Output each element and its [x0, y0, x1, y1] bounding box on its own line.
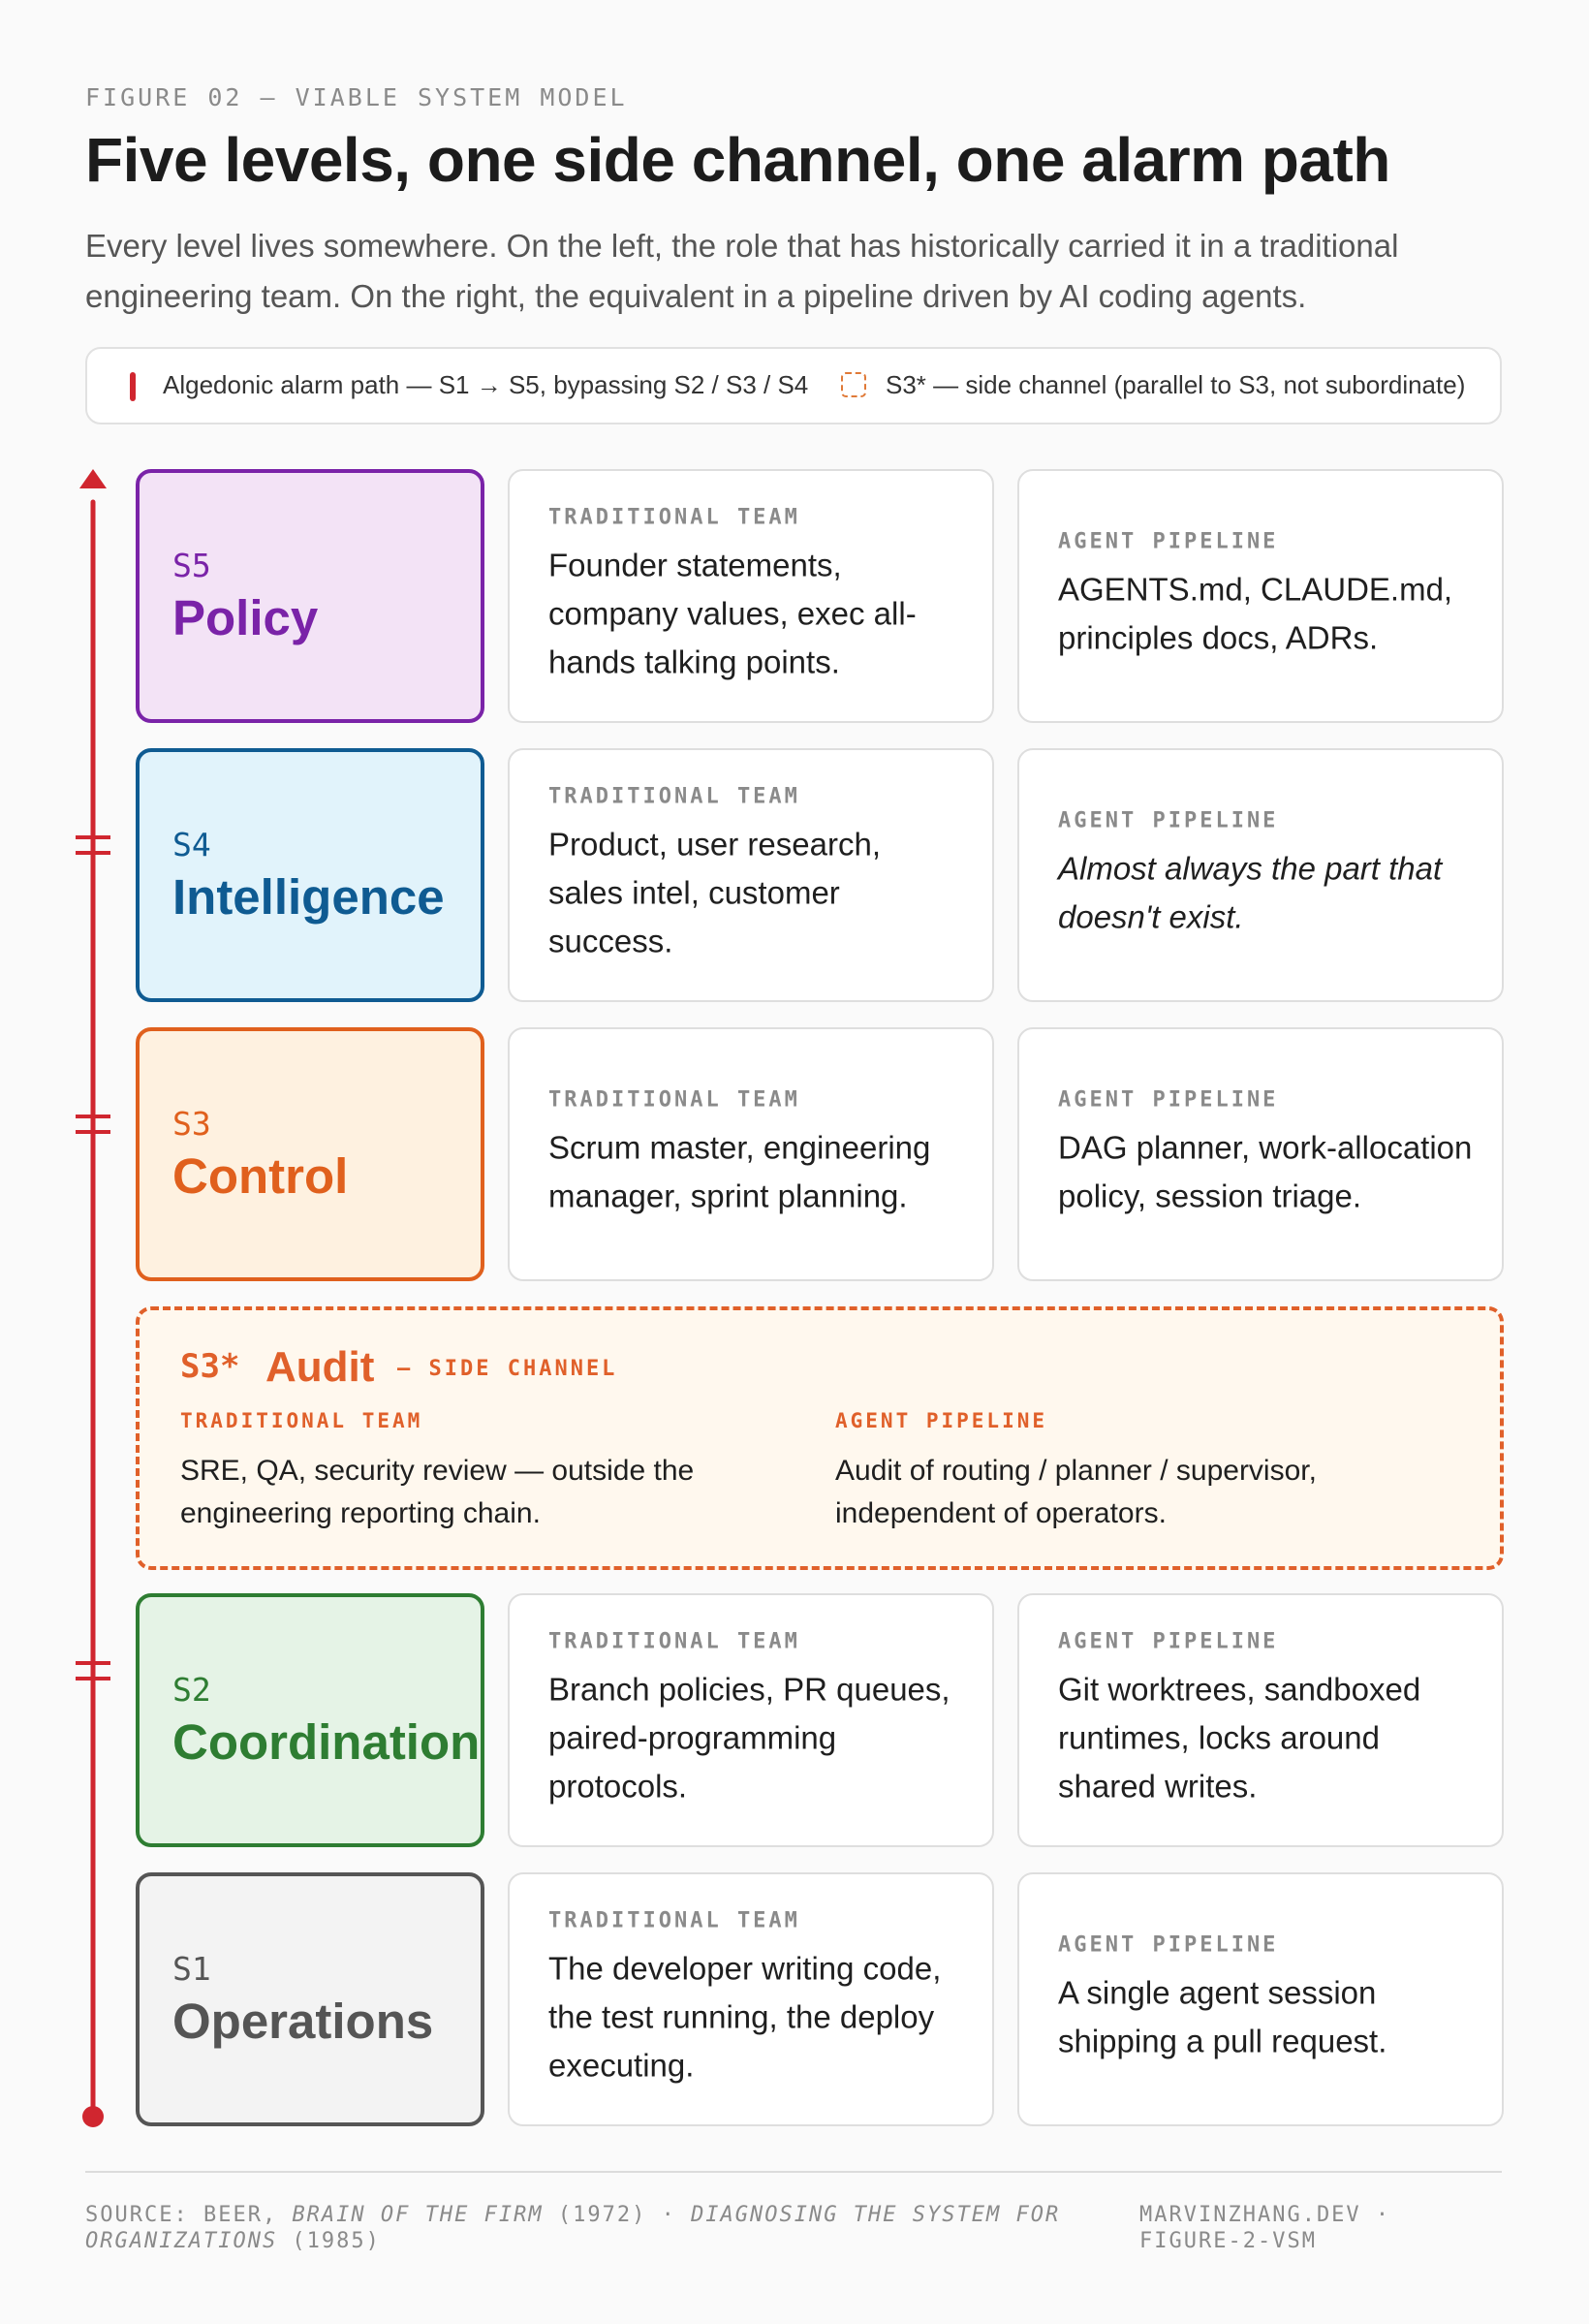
level-box-s4 — [136, 748, 484, 1002]
source-prefix: SOURCE: BEER, — [85, 2203, 293, 2227]
figure-eyebrow: FIGURE 02 — VIABLE SYSTEM MODEL — [85, 83, 628, 111]
agent-card-s1 — [1017, 1872, 1504, 2126]
traditional-label: TRADITIONAL TEAM — [548, 505, 800, 530]
level-box-s2 — [136, 1593, 484, 1847]
footer-source — [85, 2202, 1112, 2254]
audit-traditional — [180, 1409, 781, 1535]
page-subtitle: Every level lives somewhere. On the left, the role that has historically carried it in a traditional engineering team. On the right, the equivalent in a pipeline driven by AI coding agents. — [85, 228, 1399, 314]
audit-name: Audit — [265, 1343, 375, 1391]
level-box-s1 — [136, 1872, 484, 2126]
traditional-card-s2 — [508, 1593, 994, 1847]
side-channel-swatch — [841, 372, 866, 397]
agent-label: AGENT PIPELINE — [1058, 529, 1279, 554]
alarm-path-swatch — [130, 372, 136, 401]
traditional-label: TRADITIONAL TEAM — [548, 1087, 800, 1113]
traditional-text: Scrum master, engineering manager, sprint planning. — [548, 1129, 931, 1214]
level-code: S3 — [172, 1105, 211, 1143]
traditional-text: Branch policies, PR queues, paired-programming protocols. — [548, 1671, 950, 1805]
level-name: Policy — [172, 590, 319, 645]
footer-divider — [85, 2171, 1502, 2173]
alarm-arrowhead-icon — [79, 469, 107, 488]
agent-label: AGENT PIPELINE — [1058, 1087, 1279, 1113]
audit-agent-text: Audit of routing / planner / supervisor, independent of operators. — [835, 1455, 1317, 1529]
source-year-2: (1985) — [277, 2229, 381, 2253]
level-box-s3 — [136, 1027, 484, 1281]
audit-agent — [835, 1409, 1436, 1535]
agent-label: AGENT PIPELINE — [1058, 1932, 1279, 1958]
source-book-1: BRAIN OF THE FIRM — [292, 2203, 544, 2227]
level-name: Operations — [172, 1994, 434, 2049]
traditional-card-s5 — [508, 469, 994, 723]
agent-text: A single agent session shipping a pull request. — [1058, 1974, 1387, 2059]
agent-text: Almost always the part that doesn't exist. — [1058, 850, 1443, 935]
level-name: Intelligence — [172, 869, 445, 925]
audit-tag: — SIDE CHANNEL — [397, 1357, 618, 1381]
agent-text: DAG planner, work-allocation policy, session triage. — [1058, 1129, 1473, 1214]
level-code: S5 — [172, 547, 211, 584]
level-code: S1 — [172, 1950, 211, 1988]
audit-traditional-text: SRE, QA, security review — outside the engineering reporting chain. — [180, 1455, 695, 1529]
audit-agent-label: AGENT PIPELINE — [835, 1409, 1048, 1432]
page-title: Five levels, one side channel, one alarm path — [85, 125, 1390, 195]
level-box-s5 — [136, 469, 484, 723]
traditional-text: Product, user research, sales intel, customer success. — [548, 826, 881, 959]
source-year-1: (1972) · — [543, 2203, 692, 2227]
traditional-label: TRADITIONAL TEAM — [548, 1629, 800, 1654]
level-code: S2 — [172, 1671, 211, 1709]
traditional-card-s3 — [508, 1027, 994, 1281]
agent-text: AGENTS.md, CLAUDE.md, principles docs, ADRs. — [1058, 571, 1453, 656]
agent-label: AGENT PIPELINE — [1058, 1629, 1279, 1654]
audit-traditional-label: TRADITIONAL TEAM — [180, 1409, 423, 1432]
source-book-2: DIAGNOSING THE SYSTEM FOR ORGANIZATIONS — [85, 2203, 1061, 2253]
agent-card-s3 — [1017, 1027, 1504, 1281]
alarm-origin-dot-icon — [82, 2106, 104, 2127]
legend-side-channel-label: S3* — side channel (parallel to S3, not subordinate) — [886, 370, 1466, 399]
agent-label: AGENT PIPELINE — [1058, 808, 1279, 833]
traditional-label: TRADITIONAL TEAM — [548, 1908, 800, 1933]
legend-alarm-label: Algedonic alarm path — S1 → S5, bypassing S2 / S3 / S4 — [163, 370, 809, 399]
audit-side-channel — [136, 1306, 1504, 1570]
audit-code: S3* — [180, 1347, 240, 1386]
agent-card-s2 — [1017, 1593, 1504, 1847]
agent-card-s4 — [1017, 748, 1504, 1002]
traditional-label: TRADITIONAL TEAM — [548, 784, 800, 809]
traditional-text: Founder statements, company values, exec all-hands talking points. — [548, 547, 917, 680]
traditional-card-s4 — [508, 748, 994, 1002]
footer-credit: MARVINZHANG.DEV · FIGURE-2-VSM — [1139, 2203, 1391, 2253]
level-code: S4 — [172, 826, 211, 864]
agent-card-s5 — [1017, 469, 1504, 723]
legend — [85, 347, 1502, 424]
level-name: Control — [172, 1148, 349, 1204]
agent-text: Git worktrees, sandboxed runtimes, locks around shared writes. — [1058, 1671, 1421, 1805]
traditional-card-s1 — [508, 1872, 994, 2126]
level-name: Coordination — [172, 1714, 481, 1770]
traditional-text: The developer writing code, the test running, the deploy executing. — [548, 1950, 942, 2084]
